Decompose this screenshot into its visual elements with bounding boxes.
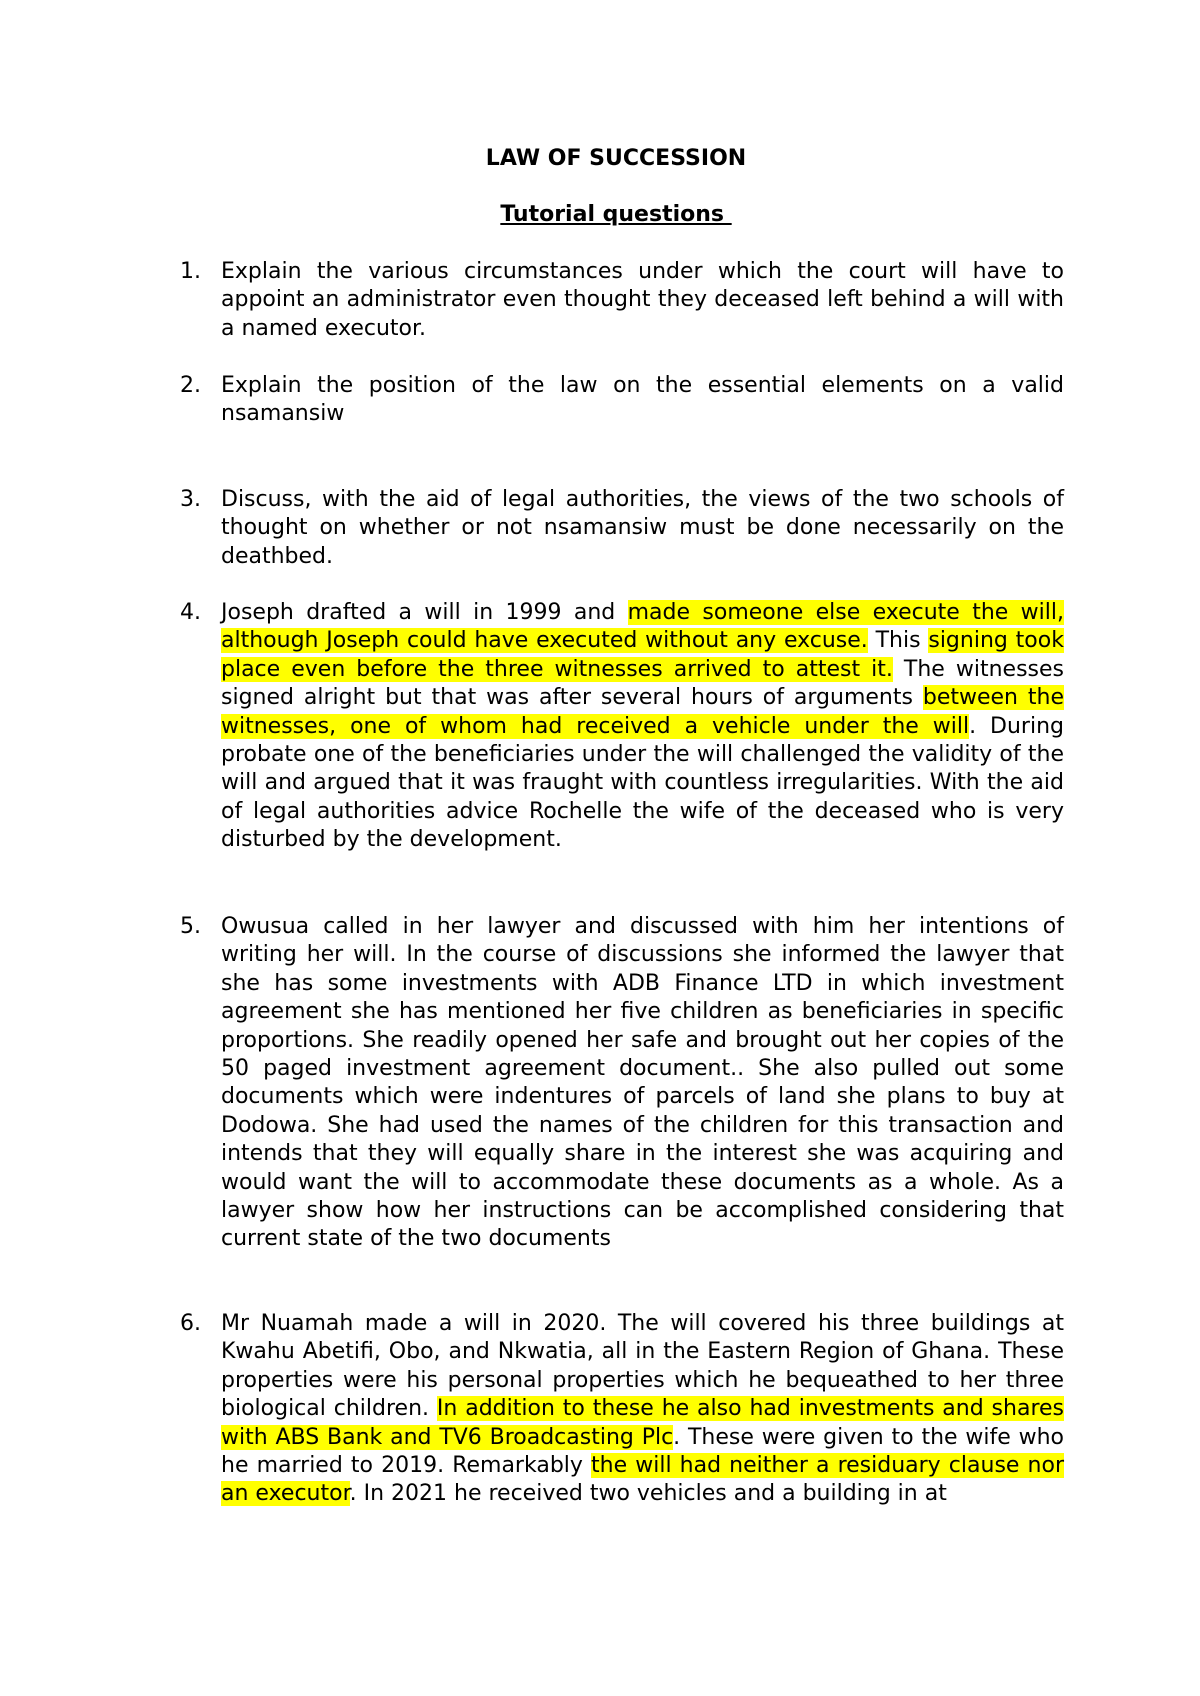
question-text (221, 1310, 1064, 1509)
highlighted-segment: between the witnesses, one of whom had received a vehicle under the will (221, 685, 1065, 739)
question-text (221, 486, 1064, 571)
question-segment: . These were given to the wife who he married to 2019. Remarkably (221, 1424, 1064, 1479)
document-title: LAW OF SUCCESSION (485, 146, 747, 171)
highlighted-segment: In addition to these he also had investments and shares with ABS Bank and TV6 Broadcasting Plc (221, 1396, 1065, 1450)
question-segment: Discuss, with the aid of legal authorities, the views of the two schools of thought on whether or not nsamansiw must be done necessarily on the deathbed. (221, 487, 1064, 569)
subtitle-text: Tutorial questions (500, 202, 732, 227)
question-number: 1. (180, 259, 201, 284)
question-segment: Mr Nuamah made a will in 2020. The will covered his three buildings at Kwahu Abetifi, Obo, and Nkwatia, all in the Eastern Region of Ghana. These properties were his personal properties which he bequeathed to her three biological children. (221, 1311, 1064, 1422)
question-text (221, 913, 1064, 1254)
question-text (221, 372, 1064, 429)
question-number: 5. (180, 914, 201, 939)
question-segment: Joseph drafted a will in 1999 and (221, 600, 628, 625)
question-number: 6. (180, 1311, 201, 1336)
question-number: 2. (180, 373, 201, 398)
question-segment: Owusua called in her lawyer and discussed with him her intentions of writing her will. In the course of discussions she informed the lawyer that she has some investments with ADB Finance LTD in which investment agreement she has mentioned her five children as beneficiaries in specific proportions. She readily opened her safe and brought out her copies of the 50 paged investment agreement document.. She also pulled out some documents which were indentures of parcels of land she plans to buy at Dodowa. She had used the names of the children for this transaction and intends that they will equally share in the interest she was acquiring and would want the will to accommodate these documents as a whole. As a lawyer show how her instructions can be accomplished considering that current state of the two documents (221, 914, 1064, 1252)
highlighted-segment: made someone else execute the will, although Joseph could have executed without any excuse. (221, 600, 1064, 654)
question-segment: Explain the various circumstances under which the court will have to appoint an administrator even thought they deceased left behind a will with a named executor. (221, 259, 1064, 341)
question-segment: The witnesses signed alright but that was after several hours of arguments (221, 656, 1064, 711)
document-subtitle (0, 201, 1200, 229)
question-segment: . During probate one of the beneficiaries under the will challenged the validity of the will and argued that it was fraught with countless irregularities. With the aid of legal authorities advice Rochelle the wife of the deceased who is very disturbed by the development. (221, 713, 1064, 853)
question-text (221, 599, 1064, 855)
question-segment: Explain the position of the law on the essential elements on a valid nsamansiw (221, 373, 1064, 427)
question-number: 3. (180, 487, 201, 512)
question-segment: This (867, 628, 929, 654)
question-number: 4. (180, 600, 201, 625)
question-text (221, 258, 1064, 343)
question-segment: . In 2021 he received two vehicles and a building in at (349, 1481, 947, 1507)
highlighted-segment: the will had neither a residuary clause nor an executor (221, 1453, 1064, 1507)
highlighted-segment: signing took place even before the three witnesses arrived to attest it. (221, 628, 1064, 682)
